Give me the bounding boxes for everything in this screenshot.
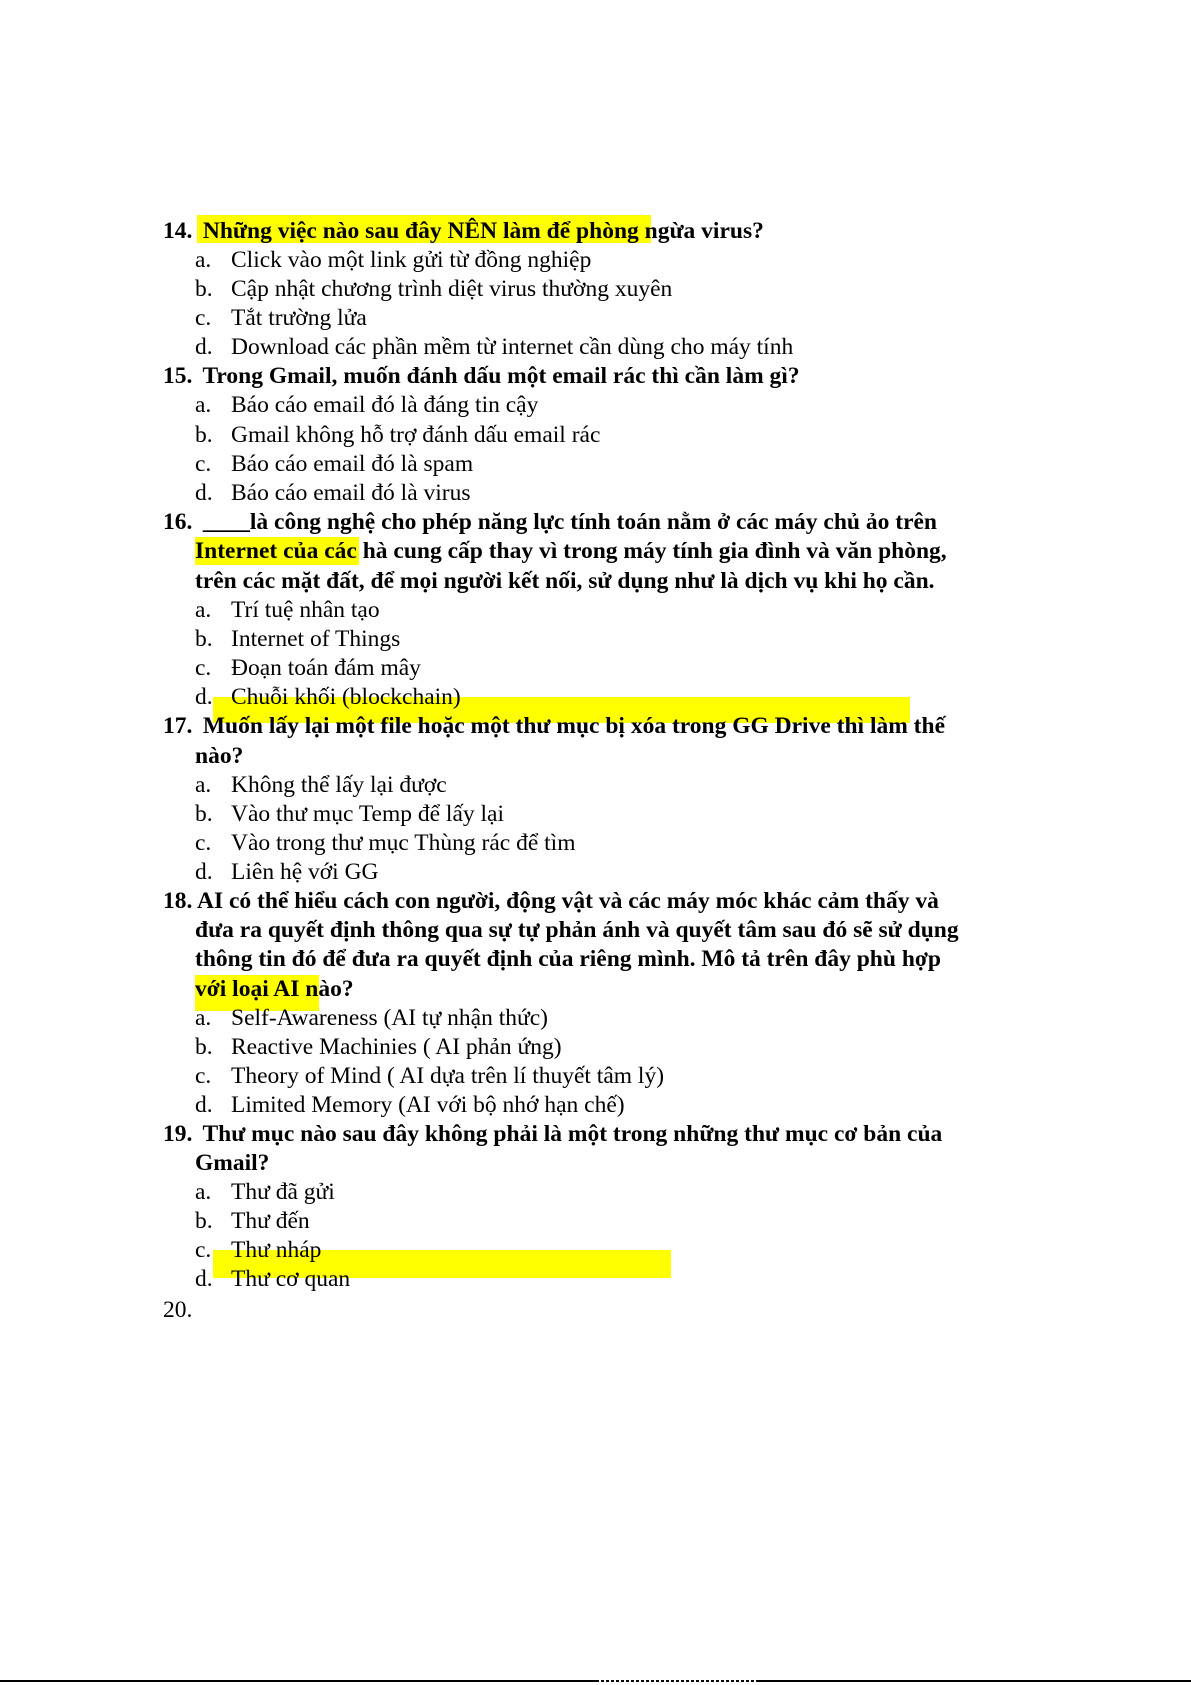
option-16d: [195, 682, 461, 712]
option-letter: b.: [195, 276, 213, 302]
question-16: [163, 507, 937, 537]
question-number: 16.: [163, 509, 193, 535]
option-letter: c.: [195, 305, 212, 331]
option-14a: [195, 245, 591, 275]
option-15c: [195, 449, 473, 479]
option-letter: d.: [195, 859, 213, 885]
option-letter: b.: [195, 1208, 213, 1234]
option-text: Báo cáo email đó là virus: [231, 480, 471, 506]
option-18c: [195, 1061, 664, 1091]
question-number: 14.: [163, 218, 193, 244]
question-number: 18.: [163, 888, 193, 914]
option-text: Thư cơ quan: [231, 1266, 351, 1292]
question-text: Những việc nào sau đây NÊN làm để phòng ngừa virus?: [197, 218, 764, 244]
option-letter: d.: [195, 1266, 213, 1292]
option-14b: [195, 274, 672, 304]
option-letter: d.: [195, 480, 213, 506]
option-letter: c.: [195, 1237, 212, 1263]
option-text: Không thể lấy lại được: [231, 772, 447, 798]
option-letter: b.: [195, 422, 213, 448]
option-17a: [195, 770, 447, 800]
option-text: Vào trong thư mục Thùng rác để tìm: [231, 830, 576, 856]
question-17: [163, 711, 945, 741]
option-letter: a.: [195, 597, 212, 623]
question-14: [163, 216, 764, 246]
option-letter: b.: [195, 801, 213, 827]
option-letter: d.: [195, 334, 213, 360]
question-16-line-3: trên các mặt đất, để mọi người kết nối, sử dụng như là dịch vụ khi họ cần.: [195, 568, 935, 594]
option-14d: [195, 332, 793, 362]
question-18-line-3: thông tin đó để đưa ra quyết định của riêng mình. Mô tả trên đây phù hợp: [195, 946, 941, 972]
option-15d: [195, 478, 471, 508]
option-17c: [195, 828, 576, 858]
question-text: Trong Gmail, muốn đánh dấu một email rác thì cần làm gì?: [197, 363, 800, 389]
question-20-number: 20.: [163, 1297, 193, 1323]
option-19d: [195, 1264, 350, 1294]
option-text: Tắt trường lửa: [231, 305, 367, 331]
option-18a: [195, 1003, 548, 1033]
question-17-line-2: nào?: [195, 743, 244, 769]
question-18-line-2: đưa ra quyết định thông qua sự tự phản ánh và quyết tâm sau đó sẽ sử dụng: [195, 917, 959, 943]
option-text: Reactive Machinies ( AI phản ứng): [231, 1034, 562, 1060]
option-text: Thư nháp: [231, 1237, 322, 1263]
option-letter: a.: [195, 1005, 212, 1031]
question-15: [163, 361, 800, 391]
question-number: 17.: [163, 713, 193, 739]
question-text: AI có thể hiểu cách con người, động vật và các máy móc khác cảm thấy và: [197, 888, 939, 914]
option-15b: [195, 420, 600, 450]
option-text: Internet of Things: [231, 626, 401, 652]
question-19: [163, 1119, 942, 1149]
option-letter: a.: [195, 1179, 212, 1205]
question-text: ____là công nghệ cho phép năng lực tính toán nằm ở các máy chủ ảo trên: [197, 509, 937, 535]
option-text: Liên hệ với GG: [231, 859, 379, 885]
page-bottom-rule-dashed: [596, 1680, 756, 1682]
question-number: 15.: [163, 363, 193, 389]
option-16b: [195, 624, 400, 654]
option-letter: d.: [195, 684, 213, 710]
option-letter: c.: [195, 655, 212, 681]
option-16a: [195, 595, 380, 625]
option-text: Limited Memory (AI với bộ nhớ hạn chế): [231, 1092, 625, 1118]
question-text: Muốn lấy lại một file hoặc một thư mục bị xóa trong GG Drive thì làm thế: [197, 713, 945, 739]
option-text: Thư đến: [231, 1208, 310, 1234]
option-letter: c.: [195, 1063, 212, 1089]
question-number: 19.: [163, 1121, 193, 1147]
option-19b: [195, 1206, 310, 1236]
option-16c: [195, 653, 421, 683]
option-letter: d.: [195, 1092, 213, 1118]
option-letter: a.: [195, 772, 212, 798]
option-text: Vào thư mục Temp để lấy lại: [231, 801, 505, 827]
option-text: Trí tuệ nhân tạo: [231, 597, 380, 623]
option-14c: [195, 303, 367, 333]
option-letter: a.: [195, 392, 212, 418]
option-19c: [195, 1235, 321, 1265]
option-letter: b.: [195, 626, 213, 652]
option-19a: [195, 1177, 335, 1207]
option-text: Báo cáo email đó là đáng tin cậy: [231, 392, 539, 418]
question-18-line-4: với loại AI nào?: [195, 976, 354, 1002]
option-text: Báo cáo email đó là spam: [231, 451, 474, 477]
option-text: Gmail không hỗ trợ đánh dấu email rác: [231, 422, 601, 448]
question-19-line-2: Gmail?: [195, 1150, 270, 1176]
option-text: Self-Awareness (AI tự nhận thức): [231, 1005, 548, 1031]
option-letter: a.: [195, 247, 212, 273]
option-15a: [195, 390, 538, 420]
option-text: Thư đã gửi: [231, 1179, 335, 1205]
question-18: [163, 886, 939, 916]
option-letter: c.: [195, 830, 212, 856]
option-text: Download các phần mềm từ internet cần dùng cho máy tính: [231, 334, 794, 360]
option-17d: [195, 857, 379, 887]
question-text: Thư mục nào sau đây không phải là một trong những thư mục cơ bản của: [197, 1121, 943, 1147]
option-text: Cập nhật chương trình diệt virus thường xuyên: [231, 276, 673, 302]
option-18d: [195, 1090, 625, 1120]
question-16-line-2: Internet của các hà cung cấp thay vì trong máy tính gia đình và văn phòng,: [195, 538, 947, 564]
option-text: Chuỗi khối (blockchain): [231, 684, 461, 710]
option-text: Click vào một link gửi từ đồng nghiệp: [231, 247, 592, 273]
option-text: Theory of Mind ( AI dựa trên lí thuyết tâm lý): [231, 1063, 665, 1089]
option-18b: [195, 1032, 562, 1062]
option-letter: b.: [195, 1034, 213, 1060]
option-text: Đoạn toán đám mây: [231, 655, 421, 681]
option-17b: [195, 799, 504, 829]
option-letter: c.: [195, 451, 212, 477]
